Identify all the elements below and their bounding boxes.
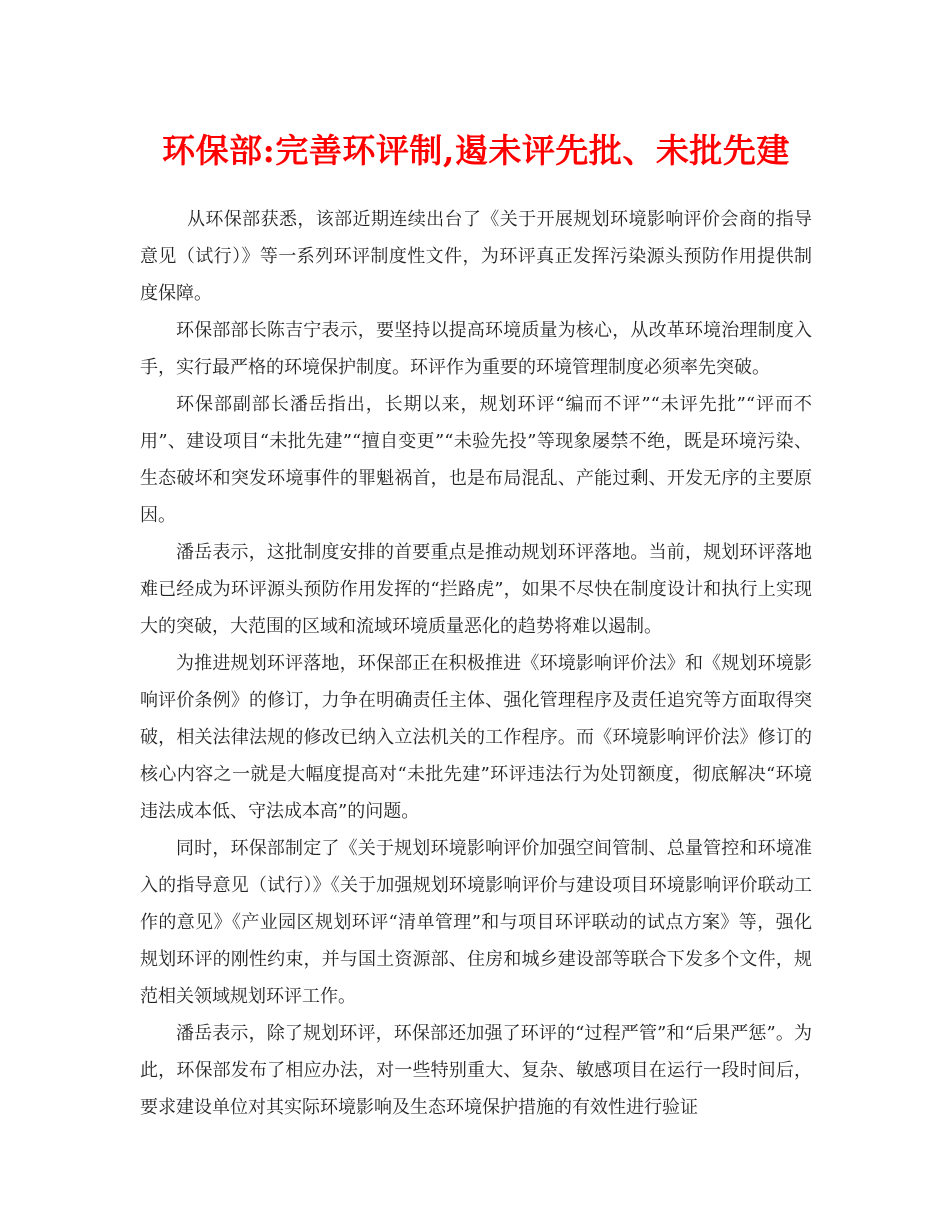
- paragraph-6: 同时，环保部制定了《关于规划环境影响评价加强空间管制、总量管控和环境准入的指导意见（试行）》《关于加强规划环境影响评价与建设项目环境影响评价联动工作的意见》《产业园区规划环评“清单管理”和与项目环评联动的试点方案》等，强化规划环评的刚性约束，并与国土资源部、住房和城乡建设部等联合下发多个文件，规范相关领域规划环评工作。: [140, 838, 812, 1007]
- paragraph-1: 从环保部获悉，该部近期连续出台了《关于开展规划环境影响评价会商的指导意见（试行）》等一系列环评制度性文件，为环评真正发挥污染源头预防作用提供制度保障。: [140, 209, 812, 304]
- paragraph-2: 环保部部长陈吉宁表示，要坚持以提高环境质量为核心，从改革环境治理制度入手，实行最严格的环境保护制度。环评作为重要的环境管理制度必须率先突破。: [140, 320, 812, 378]
- paragraph-7: 潘岳表示，除了规划环评，环保部还加强了环评的“过程严管”和“后果严惩”。为此，环保部发布了相应办法，对一些特别重大、复杂、敏感项目在运行一段时间后，要求建设单位对其实际环境影响及生态环境保护措施的有效性进行验证: [140, 1023, 812, 1118]
- document-page: [140, 128, 812, 1126]
- paragraph-4: 潘岳表示，这批制度安排的首要重点是推动规划环评落地。当前，规划环评落地难已经成为环评源头预防作用发挥的“拦路虎”，如果不尽快在制度设计和执行上实现大的突破，大范围的区域和流域环境质量恶化的趋势将难以遏制。: [140, 542, 812, 637]
- document-title: 环保部:完善环评制,遏未评先批、未批先建: [162, 131, 790, 170]
- document-body: [140, 201, 812, 1126]
- paragraph-3: 环保部副部长潘岳指出，长期以来，规划环评“编而不评”“未评先批”“评而不用”、建设项目“未批先建”“擅自变更”“未验先投”等现象屡禁不绝，既是环境污染、生态破坏和突发环境事件的罪魁祸首，也是布局混乱、产能过剩、开发无序的主要原因。: [140, 394, 812, 526]
- paragraph-5: 为推进规划环评落地，环保部正在积极推进《环境影响评价法》和《规划环境影响评价条例》的修订，力争在明确责任主体、强化管理程序及责任追究等方面取得突破，相关法律法规的修改已纳入立法机关的工作程序。而《环境影响评价法》修订的核心内容之一就是大幅度提高对“未批先建”环评违法行为处罚额度，彻底解决“环境违法成本低、守法成本高”的问题。: [140, 653, 812, 822]
